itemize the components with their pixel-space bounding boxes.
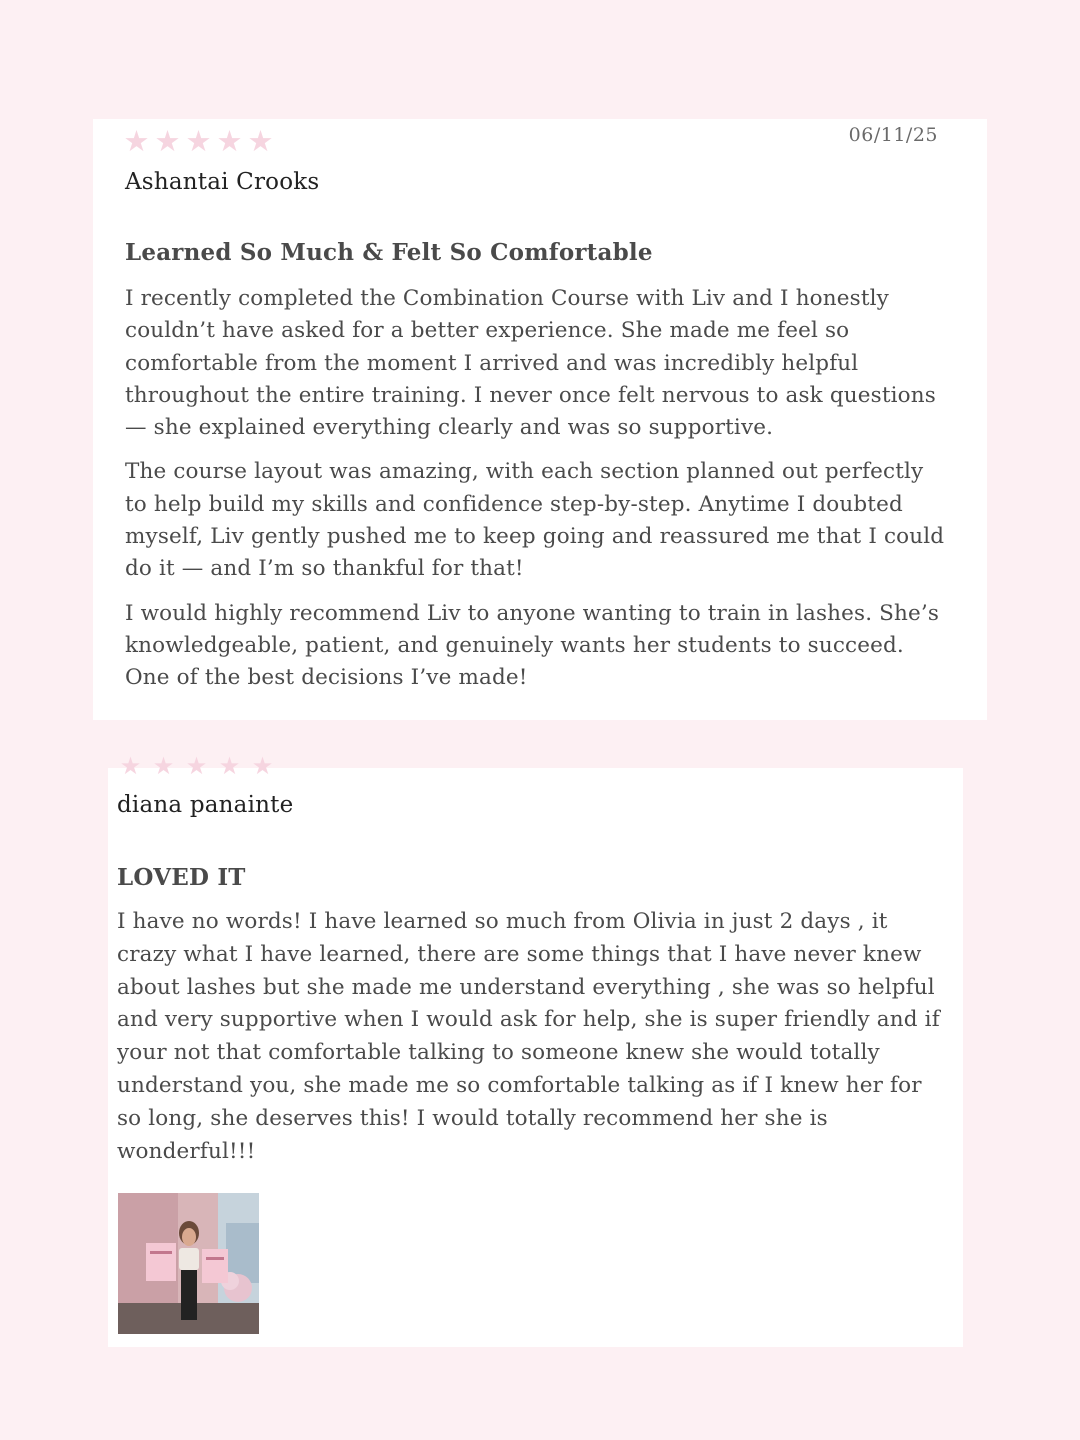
star-icon: ★ [154, 124, 181, 158]
review-photo[interactable] [118, 1193, 259, 1334]
review-paragraph: The course layout was amazing, with each section planned out perfectly to help build my skills and confidence step-by-step. Anytime I doubted myself, Liv gently pushed me to keep going and reassured me that I could do it — and I’m so thankful for that! [125, 459, 945, 582]
star-icon: ★ [218, 752, 241, 780]
star-icon: ★ [185, 752, 208, 780]
star-icon: ★ [251, 752, 274, 780]
review-card [93, 119, 987, 720]
review-date: 06/11/25 [848, 124, 938, 146]
review-paragraph: I recently completed the Combination Course with Liv and I honestly couldn’t have asked for a better experience. She made me feel so comfortable from the moment I arrived and was incredibly helpful throughout the entire training. I never once felt nervous to ask questions — she explained everything clearly and was so supportive. [125, 286, 936, 441]
review-body [125, 283, 950, 707]
review-card [108, 752, 963, 1347]
star-icon: ★ [185, 124, 212, 158]
review-paragraph: I have no words! I have learned so much from Olivia in just 2 days , it crazy what I have learned, there are some things that I have never knew about lashes but she made me understand everything , she was so helpful and very supportive when I would ask for help, she is super friendly and if your not that comfortable talking to someone knew she would totally understand you, she made me so comfortable talking as if I knew her for so long, she deserves this! I would totally recommend her she is wonderful!!! [117, 909, 940, 1164]
star-rating [123, 124, 274, 158]
review-title: Learned So Much & Felt So Comfortable [125, 239, 653, 266]
reviewer-name: diana panainte [117, 792, 294, 818]
star-icon: ★ [247, 124, 274, 158]
star-icon: ★ [152, 752, 175, 780]
review-photo-image [118, 1193, 259, 1334]
star-icon: ★ [216, 124, 243, 158]
star-icon: ★ [123, 124, 150, 158]
review-paragraph: I would highly recommend Liv to anyone wanting to train in lashes. She’s knowledgeable, patient, and genuinely wants her students to succeed. One of the best decisions I’ve made! [125, 600, 940, 691]
review-body [117, 906, 952, 1168]
star-rating [117, 752, 277, 780]
reviewer-name: Ashantai Crooks [125, 169, 320, 195]
star-icon: ★ [119, 752, 142, 780]
review-title: LOVED IT [117, 864, 246, 891]
